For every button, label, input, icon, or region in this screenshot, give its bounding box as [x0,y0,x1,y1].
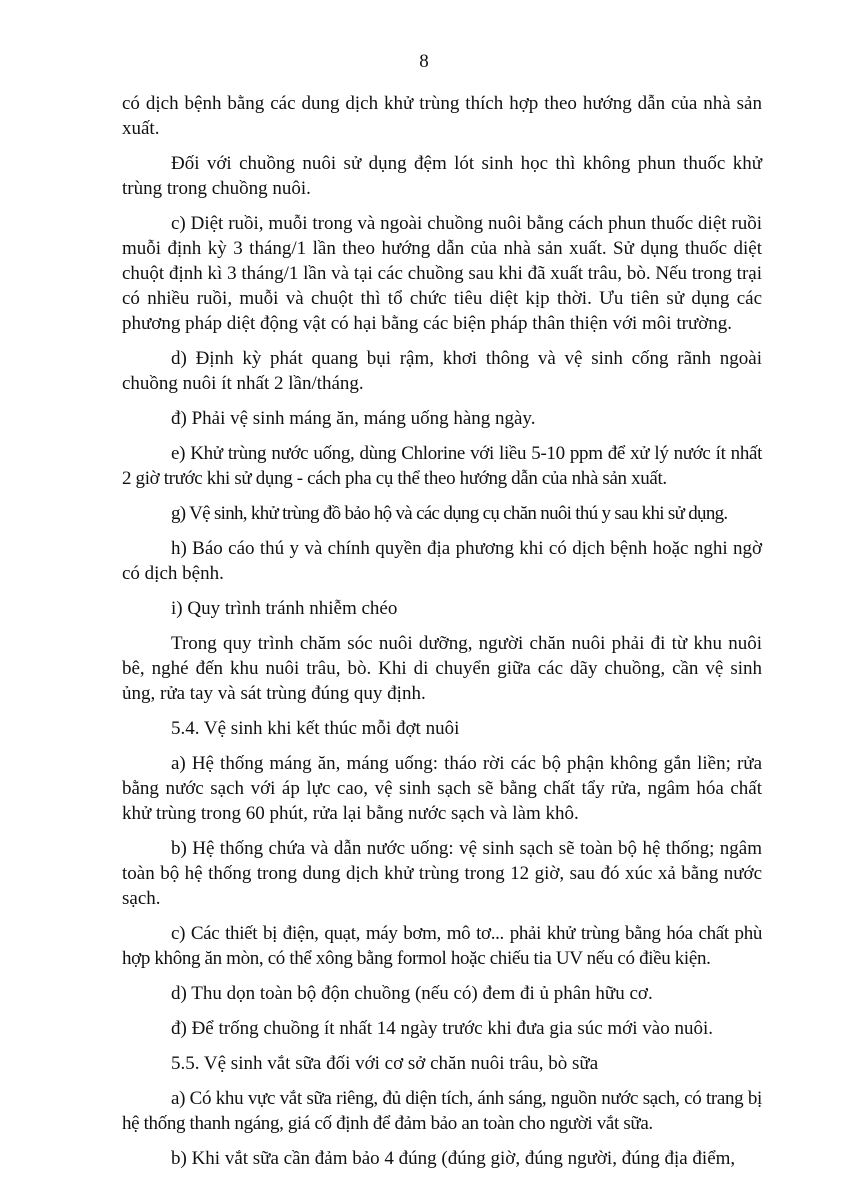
paragraph-electrical-equipment: c) Các thiết bị điện, quạt, máy bơm, mô tơ... phải khử trùng bằng hóa chất phù hợp không ăn mòn, có thể xông bằng formol hoặc chiếu tia UV nếu có điều kiện. [122,923,762,969]
section-heading-5-5: 5.5. Vệ sinh vắt sữa đối với cơ sở chăn nuôi trâu, bò sữa [171,1053,599,1074]
paragraph-bedding-note: Đối với chuồng nuôi sử dụng đệm lót sinh học thì không phun thuốc khử trùng trong chuồng nuôi. [122,153,762,199]
paragraph-equipment-disinfection: g) Vệ sinh, khử trùng đồ bảo hộ và các dụng cụ chăn nuôi thú y sau khi sử dụng. [171,503,728,524]
paragraph-continuation: có dịch bệnh bằng các dung dịch khử trùng thích hợp theo hướng dẫn của nhà sản xuất. [122,93,762,139]
section-heading-5-4: 5.4. Vệ sinh khi kết thúc mỗi đợt nuôi [171,718,460,739]
paragraph-cross-contamination-heading: i) Quy trình tránh nhiễm chéo [171,598,398,619]
paragraph-water-system: b) Hệ thống chứa và dẫn nước uống: vệ sinh sạch sẽ toàn bộ hệ thống; ngâm toàn bộ hệ thống trong dung dịch khử trùng trong 12 giờ, sau đó xúc xả bằng nước sạch. [122,838,762,909]
paragraph-drain-cleaning: d) Định kỳ phát quang bụi rậm, khơi thông và vệ sinh cống rãnh ngoài chuồng nuôi ít nhất 2 lần/tháng. [122,348,762,394]
paragraph-bedding-removal: d) Thu dọn toàn bộ độn chuồng (nếu có) đem đi ủ phân hữu cơ. [171,983,653,1004]
page-number: 8 [419,51,429,72]
paragraph-empty-barn: đ) Để trống chuồng ít nhất 14 ngày trước khi đưa gia súc mới vào nuôi. [171,1018,713,1039]
paragraph-trough-cleaning: đ) Phải vệ sinh máng ăn, máng uống hàng ngày. [171,408,536,429]
paragraph-milking-area: a) Có khu vực vắt sữa riêng, đủ diện tích, ánh sáng, nguồn nước sạch, có trang bị hệ thống thanh ngáng, giá cố định để đảm bảo an toàn cho người vắt sữa. [122,1088,762,1134]
paragraph-cross-contamination: Trong quy trình chăm sóc nuôi dưỡng, người chăn nuôi phải đi từ khu nuôi bê, nghé đến khu nuôi trâu, bò. Khi di chuyển giữa các dãy chuồng, cần vệ sinh ủng, rửa tay và sát trùng đúng quy định. [122,633,762,704]
document-body [122,91,762,1181]
paragraph-milking-rules: b) Khi vắt sữa cần đảm bảo 4 đúng (đúng giờ, đúng người, đúng địa điểm, [171,1148,736,1169]
paragraph-pest-control: c) Diệt ruồi, muỗi trong và ngoài chuồng nuôi bằng cách phun thuốc diệt ruồi muỗi định kỳ 3 tháng/1 lần theo hướng dẫn của nhà sản xuất. Sử dụng thuốc diệt chuột định kì 3 tháng/1 lần và tại các chuồng sau khi đã xuất trâu, bò. Nếu trong trại có nhiều ruồi, muỗi và chuột thì tổ chức tiêu diệt kịp thời. Ưu tiên sử dụng các phương pháp diệt động vật có hại bằng các biện pháp thân thiện với môi trường. [122,213,762,334]
paragraph-trough-system: a) Hệ thống máng ăn, máng uống: tháo rời các bộ phận không gắn liền; rửa bằng nước sạch với áp lực cao, vệ sinh sạch sẽ bằng chất tẩy rửa, ngâm hóa chất khử trùng trong 60 phút, rửa lại bằng nước sạch và làm khô. [122,753,762,824]
paragraph-disease-reporting: h) Báo cáo thú y và chính quyền địa phương khi có dịch bệnh hoặc nghi ngờ có dịch bệnh. [122,538,762,584]
paragraph-water-disinfection: e) Khử trùng nước uống, dùng Chlorine với liều 5-10 ppm để xử lý nước ít nhất 2 giờ trước khi sử dụng - cách pha cụ thể theo hướng dẫn của nhà sản xuất. [122,443,762,489]
